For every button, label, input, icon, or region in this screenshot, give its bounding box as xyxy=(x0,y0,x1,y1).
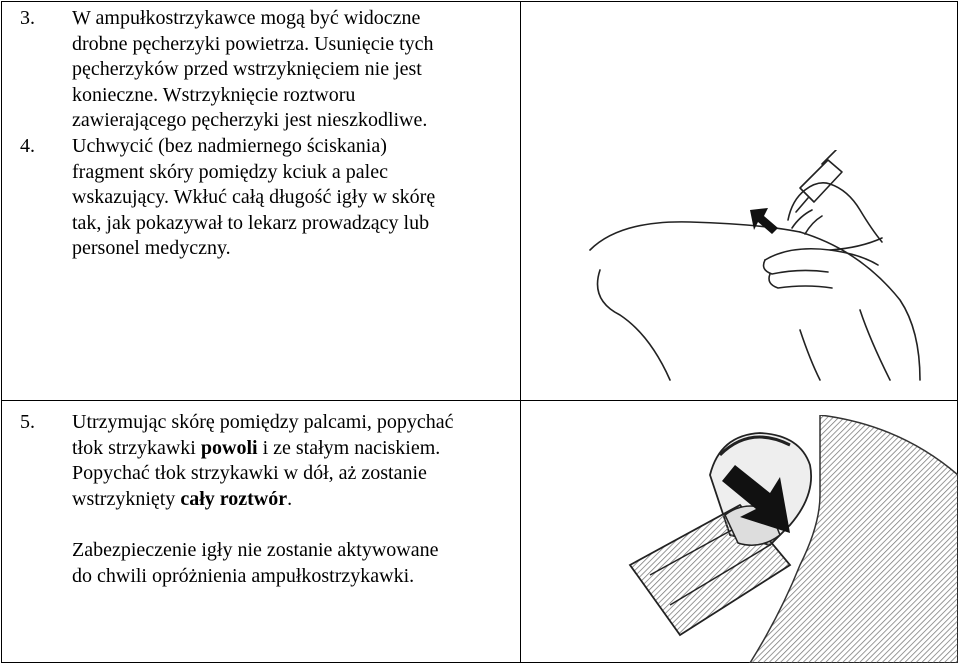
step-line: Popychać tłok strzykawki w dół, aż zostanie xyxy=(72,462,427,485)
step-3 xyxy=(0,6,518,134)
text-run: i ze stałym naciskiem. xyxy=(257,436,441,459)
step-line: zawierającego pęcherzyki jest nieszkodliwe. xyxy=(72,109,428,132)
row1-text-cell xyxy=(0,6,518,262)
text-run: tłok strzykawki xyxy=(72,436,201,459)
step-line xyxy=(72,487,518,513)
step-line: fragment skóry pomiędzy kciuk a palec xyxy=(72,160,388,183)
thigh-injection-icon xyxy=(560,150,950,390)
step-line: personel medyczny. xyxy=(72,237,231,260)
step-line: tak, jak pokazywał to lekarz prowadzący lub xyxy=(72,211,430,234)
text-run: wstrzyknięty xyxy=(72,487,181,510)
step-line xyxy=(72,436,518,462)
step-line: pęcherzyków przed wstrzyknięciem nie jest xyxy=(72,58,422,81)
step-number: 4. xyxy=(20,134,35,157)
step-5 xyxy=(0,410,518,590)
step-line: drobne pęcherzyki powietrza. Usunięcie tych xyxy=(72,32,434,55)
step-line: konieczne. Wstrzyknięcie roztworu xyxy=(72,83,356,106)
step-number: 3. xyxy=(20,7,35,29)
text-run: . xyxy=(287,487,293,510)
bold-text: cały roztwór xyxy=(180,487,288,510)
row-divider xyxy=(2,400,957,401)
step-line: W ampułkostrzykawce mogą być widoczne xyxy=(72,7,421,29)
step-number: 5. xyxy=(20,411,35,433)
bold-text: powoli xyxy=(200,436,258,459)
column-divider xyxy=(520,2,521,662)
step-line: wskazujący. Wkłuć całą długość igły w skórę xyxy=(72,186,436,209)
note-line: do chwili opróżnienia ampułkostrzykawki. xyxy=(72,564,415,587)
step-line: Uchwycić (bez nadmiernego ściskania) xyxy=(72,134,387,157)
note-line: Zabezpieczenie igły nie zostanie aktywowane xyxy=(72,539,439,562)
step-line: Utrzymując skórę pomiędzy palcami, popychać xyxy=(72,411,454,433)
row2-text-cell xyxy=(0,410,518,590)
plunger-push-icon xyxy=(620,415,958,663)
step-4 xyxy=(0,134,518,262)
